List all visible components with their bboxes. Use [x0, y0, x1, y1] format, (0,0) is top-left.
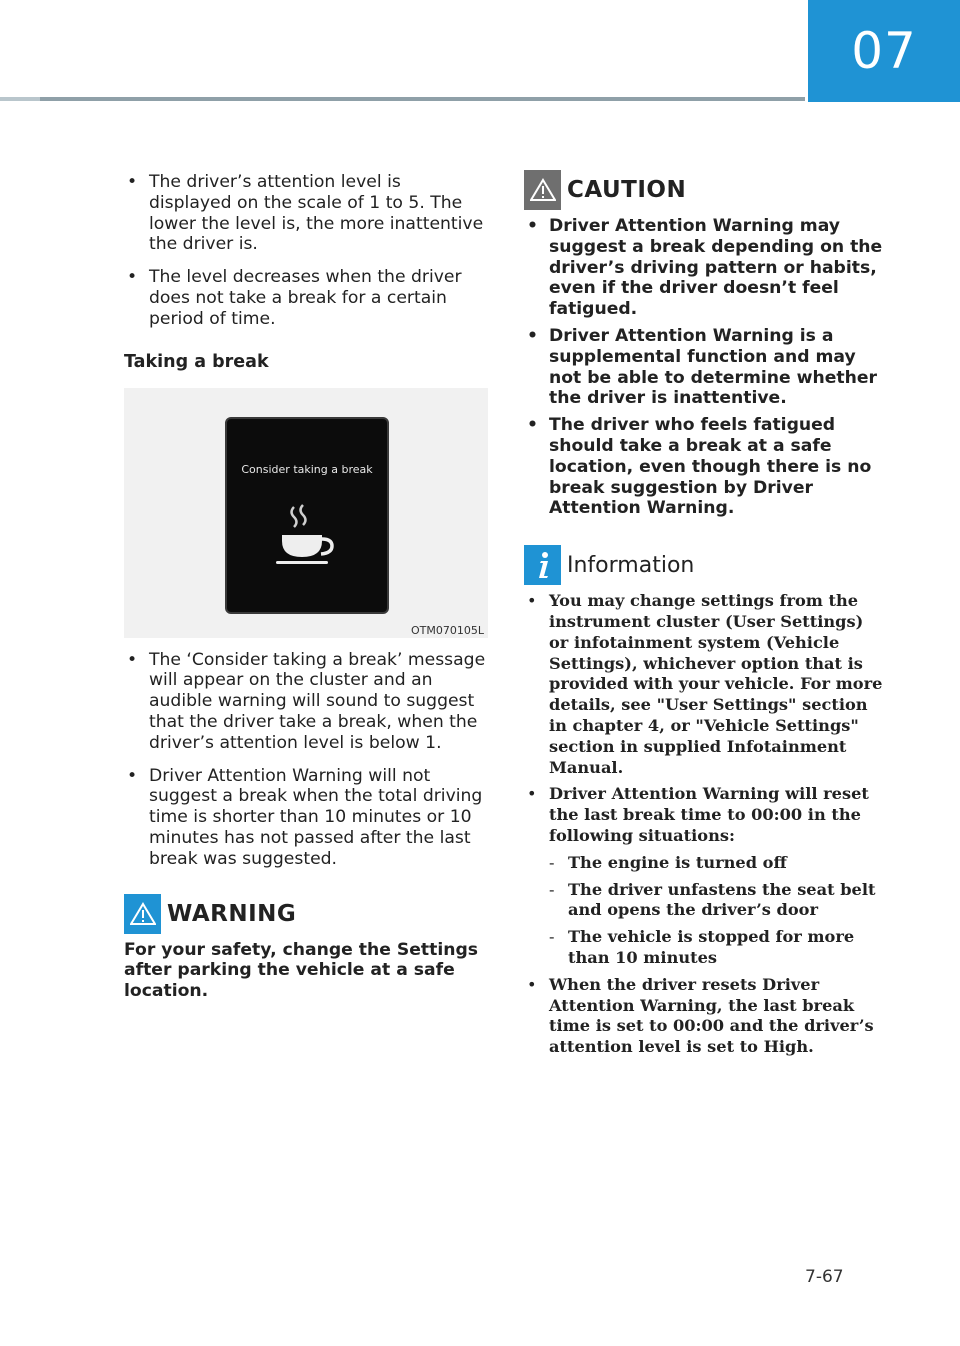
- bullet-icon: •: [127, 267, 138, 288]
- list-item: • Driver Attention Warning may suggest a break depending on the driver’s driving pattern or habits, even if the driver doesn’t feel fatigued.: [527, 216, 883, 320]
- caution-label: CAUTION: [567, 177, 687, 203]
- figure-code: OTM070105L: [411, 623, 484, 637]
- bullet-icon: •: [527, 591, 537, 611]
- break-info-list: [124, 650, 488, 870]
- chapter-tab: 07: [808, 0, 960, 102]
- sub-list-item: - The vehicle is stopped for more than 10 minutes: [549, 927, 855, 967]
- list-item: • The level decreases when the driver does not take a break for a certain period of time.: [127, 267, 462, 329]
- cluster-figure: [124, 388, 488, 638]
- information-heading: [524, 545, 888, 585]
- header-rule: [0, 97, 805, 101]
- list-item: • Driver Attention Warning is a supplemental function and may not be able to determine whether the driver is inattentive.: [527, 325, 877, 409]
- caution-triangle-icon: [524, 170, 561, 210]
- list-item: • The driver’s attention level is displayed on the scale of 1 to 5. The lower the level is, the more inattentive the driver is.: [127, 172, 484, 255]
- dash-icon: -: [549, 879, 555, 899]
- reset-situations-list: [549, 853, 888, 969]
- bullet-icon: •: [527, 784, 537, 804]
- list-item: • You may change settings from the instrument cluster (User Settings) or infotainment system (Vehicle Settings), whichever option that is provided with your vehicle. For more details, see "User Settings" section in chapter 4, or "Vehicle Settings" section in supplied Infotainment Manual.: [527, 591, 883, 777]
- right-column: [524, 170, 888, 1064]
- dash-icon: -: [549, 927, 555, 947]
- bullet-icon: •: [527, 415, 538, 436]
- warning-text: For your safety, change the Settings after parking the vehicle at a safe location.: [124, 939, 479, 1002]
- information-label: Information: [567, 552, 695, 578]
- dash-icon: -: [549, 852, 555, 872]
- warning-heading: [124, 894, 488, 934]
- bullet-icon: •: [127, 765, 138, 786]
- coffee-cup-icon: [272, 501, 342, 571]
- sub-list-item: - The engine is turned off: [549, 852, 787, 872]
- caution-list: [524, 216, 888, 519]
- page-number: 7-67: [805, 1267, 844, 1287]
- caution-heading: [524, 170, 888, 210]
- bullet-icon: •: [127, 172, 138, 192]
- left-column: [124, 172, 488, 1002]
- bullet-icon: •: [527, 325, 538, 346]
- list-item: • Driver Attention Warning will not suggest a break when the total driving time is shorter than 10 minutes or 10 minutes has not passed after the last break was suggested.: [127, 765, 483, 869]
- list-item: • The ‘Consider taking a break’ message will appear on the cluster and an audible warning will sound to suggest that the driver take a break, when the driver’s attention level is below 1.: [127, 649, 486, 753]
- section-heading: Taking a break: [124, 351, 269, 372]
- sub-list-item: - The driver unfastens the seat belt and opens the driver’s door: [549, 879, 876, 920]
- bullet-icon: •: [127, 649, 138, 670]
- screen-message: Consider taking a break: [241, 462, 373, 476]
- list-item: • The driver who feels fatigued should take a break at a safe location, even though there is no break suggestion by Driver Attention Warning.: [527, 415, 872, 519]
- attention-level-list: [124, 172, 488, 330]
- bullet-icon: •: [527, 216, 538, 236]
- bullet-icon: •: [527, 974, 537, 994]
- warning-label: WARNING: [167, 900, 297, 927]
- header-rule-accent: [0, 97, 40, 101]
- info-icon: [524, 545, 561, 585]
- list-item: • When the driver resets Driver Attention Warning, the last break time is set to 00:00 and the driver’s attention level is set to High.: [527, 974, 874, 1057]
- warning-triangle-icon: [124, 894, 161, 934]
- cluster-screen: [225, 417, 389, 614]
- list-item: • Driver Attention Warning will reset the last break time to 00:00 in the following situations: - The engine is turned off - The driver unfastens the seat belt and opens the driver’s door - The vehicle is stopped for more than 10 minutes: [524, 784, 888, 968]
- information-list: [524, 591, 888, 1058]
